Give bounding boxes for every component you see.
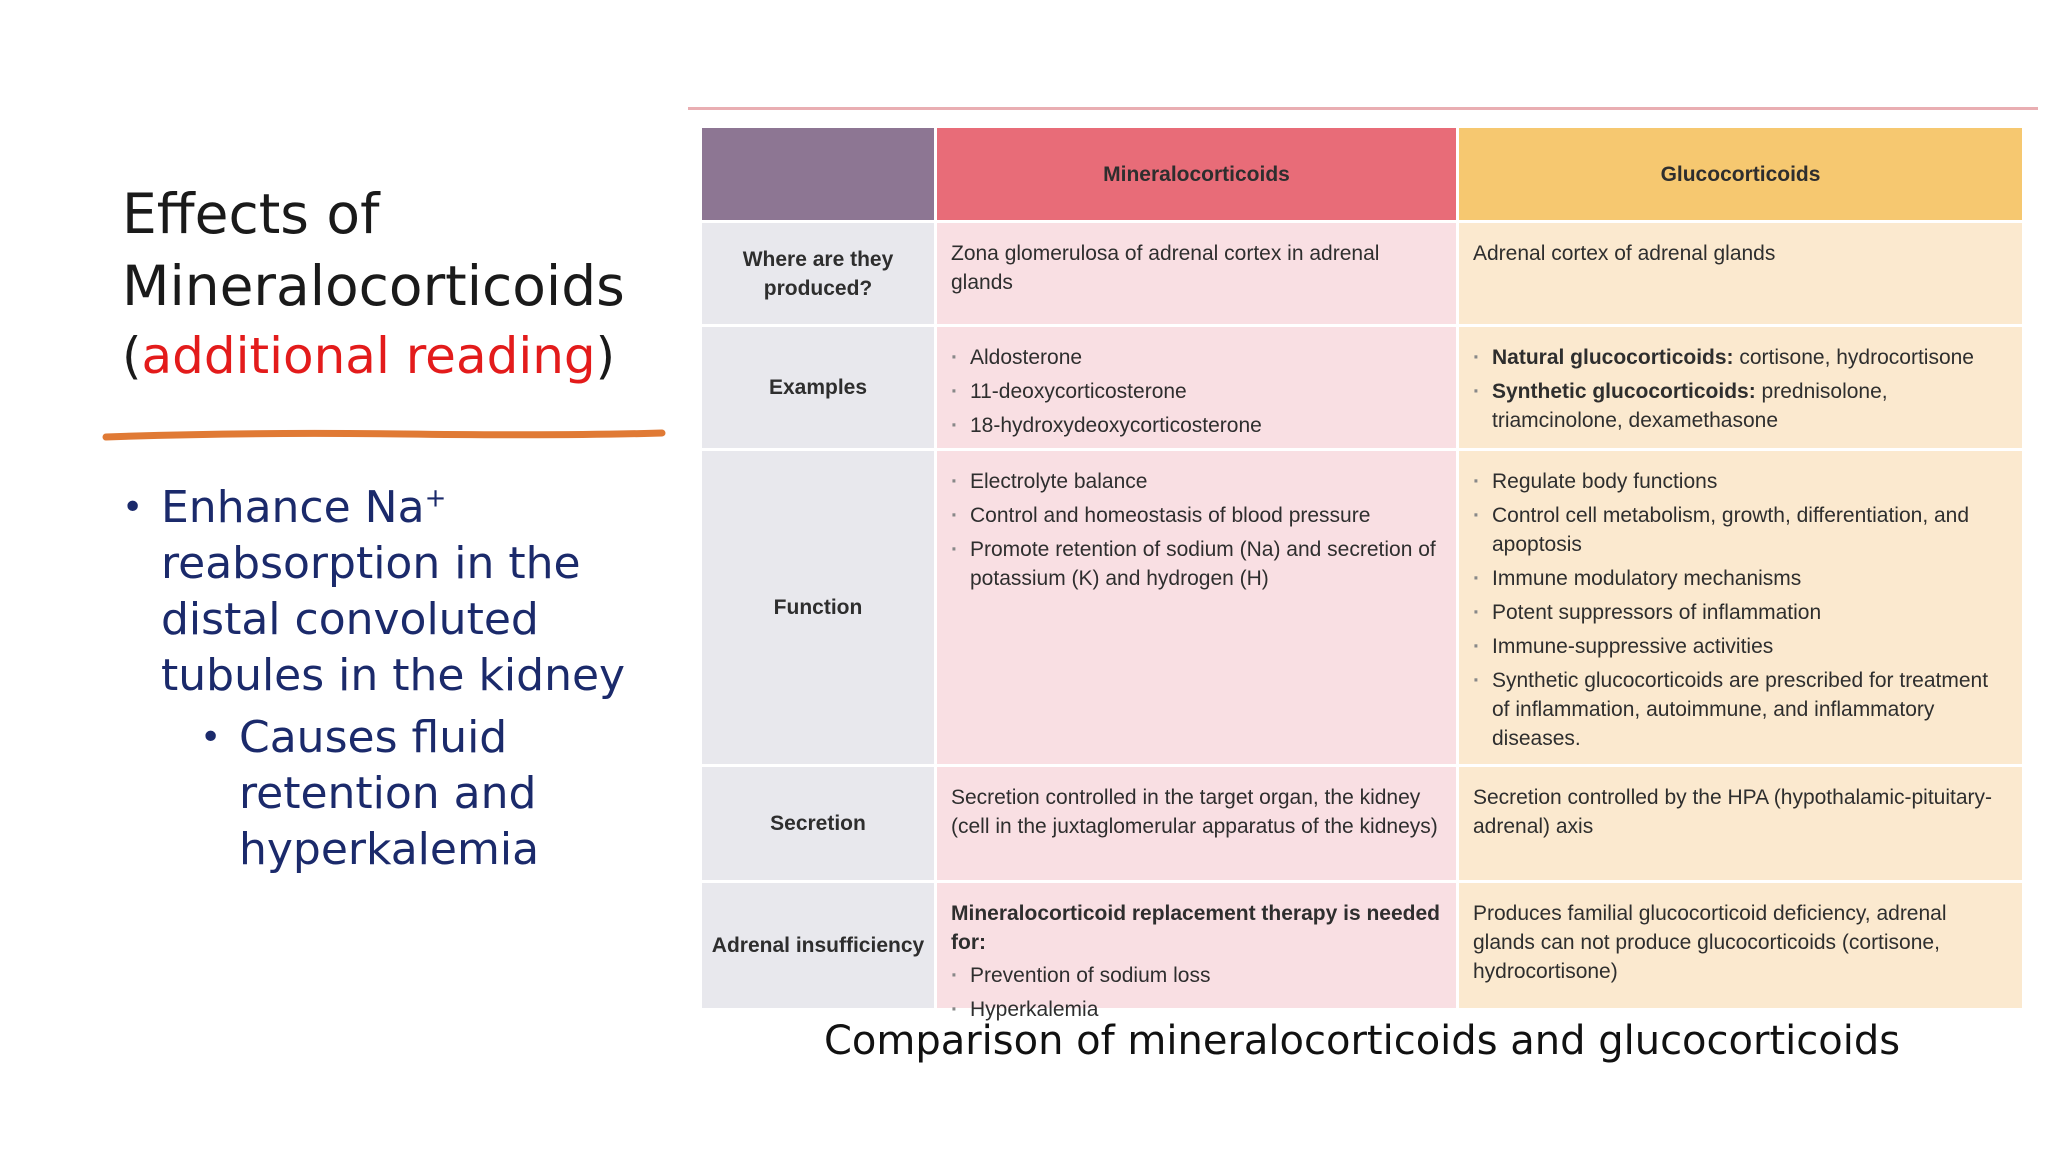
bullet-list: [122, 480, 682, 878]
superscript-plus: +: [424, 483, 447, 514]
list-item: · Prevention of sodium loss: [951, 961, 1440, 990]
gluco-examples-list: [1473, 343, 2006, 435]
list-item: · 18-hydroxydeoxycorticosterone: [951, 411, 1440, 440]
paren-close: ): [595, 327, 616, 385]
list-item: · Regulate body functions: [1473, 467, 2006, 496]
mineral-function-list: [951, 467, 1440, 593]
title-subtitle: [122, 322, 682, 390]
row-label-produced: Where are they produced?: [702, 220, 934, 324]
cell-mineral-adrenal-insufficiency: [934, 880, 1456, 1021]
bullet-main-text-rest: reabsorption in the distal convoluted tubules in the kidney: [161, 538, 626, 701]
list-item: · Aldosterone: [951, 343, 1440, 372]
cell-mineral-function: [934, 448, 1456, 764]
list-item: · Immune modulatory mechanisms: [1473, 564, 2006, 593]
bullet-dot-icon: •: [122, 487, 144, 528]
bullet-main-text: Enhance Na: [161, 482, 425, 533]
list-item: · 11-deoxycorticosterone: [951, 377, 1440, 406]
list-item-bold: Natural glucocorticoids:: [1492, 346, 1734, 369]
cell-gluco-adrenal-insufficiency: Produces familial glucocorticoid deficiency, adrenal glands can not produce glucocorticoids (cortisone, hydrocortisone): [1456, 880, 2022, 1008]
row-label-secretion: Secretion: [702, 764, 934, 880]
bullet-main: [122, 480, 682, 704]
list-item-text: cortisone, hydrocortisone: [1733, 346, 1974, 369]
bullet-sub-text: Causes fluid retention and hyperkalemia: [239, 712, 540, 875]
list-item-text: prednisolone, triamcinolone, dexamethasone: [1492, 380, 1888, 432]
paren-open: (: [122, 327, 142, 385]
list-item: [1473, 377, 2006, 435]
header-glucocorticoids: Glucocorticoids: [1456, 128, 2022, 220]
title-underline: [104, 428, 664, 444]
cell-gluco-examples: [1456, 324, 2022, 448]
list-item: · Electrolyte balance: [951, 467, 1440, 496]
row-label-function: Function: [702, 448, 934, 764]
cell-gluco-secretion: Secretion controlled by the HPA (hypothalamic-pituitary-adrenal) axis: [1456, 764, 2022, 880]
cell-gluco-function: [1456, 448, 2022, 764]
list-item: · Hyperkalemia: [951, 995, 1440, 1024]
bullet-dot-icon: •: [200, 717, 222, 758]
bullet-sub: [122, 710, 682, 878]
list-item: · Potent suppressors of inflammation: [1473, 598, 2006, 627]
row-label-examples: Examples: [702, 324, 934, 448]
mineral-examples-list: [951, 343, 1440, 440]
list-item: [1473, 343, 2006, 372]
row-label-adrenal-insufficiency: Adrenal insufficiency: [702, 880, 934, 1008]
list-item: · Immune-suppressive activities: [1473, 632, 2006, 661]
cell-mineral-produced: Zona glomerulosa of adrenal cortex in adrenal glands: [934, 220, 1456, 324]
cell-mineral-secretion: Secretion controlled in the target organ, the kidney (cell in the juxtaglomerular apparatus of the kidneys): [934, 764, 1456, 880]
header-mineralocorticoids: Mineralocorticoids: [934, 128, 1456, 220]
list-item-bold: Synthetic glucocorticoids:: [1492, 380, 1756, 403]
mineral-therapy-heading: Mineralocorticoid replacement therapy is needed for:: [951, 902, 1440, 954]
title-accent: additional reading: [141, 327, 596, 385]
title-line-2: Mineralocorticoids: [122, 254, 625, 318]
cell-gluco-produced: Adrenal cortex of adrenal glands: [1456, 220, 2022, 324]
comparison-table-image: [702, 128, 2022, 1021]
title-line-1: Effects of: [122, 182, 380, 246]
gluco-function-list: [1473, 467, 2006, 753]
header-corner: [702, 128, 934, 220]
list-item: · Synthetic glucocorticoids are prescribed for treatment of inflammation, autoimmune, and inflammatory diseases.: [1473, 666, 2006, 753]
comparison-table: [702, 128, 2022, 1021]
list-item: · Promote retention of sodium (Na) and secretion of potassium (K) and hydrogen (H): [951, 535, 1440, 593]
table-caption: Comparison of mineralocorticoids and glucocorticoids: [823, 1018, 1901, 1064]
mineral-insufficiency-list: [951, 961, 1440, 1024]
slide-title: [122, 178, 682, 390]
table-top-rule: [688, 107, 2038, 110]
cell-mineral-examples: [934, 324, 1456, 448]
list-item: · Control cell metabolism, growth, differentiation, and apoptosis: [1473, 501, 2006, 559]
list-item: · Control and homeostasis of blood pressure: [951, 501, 1440, 530]
